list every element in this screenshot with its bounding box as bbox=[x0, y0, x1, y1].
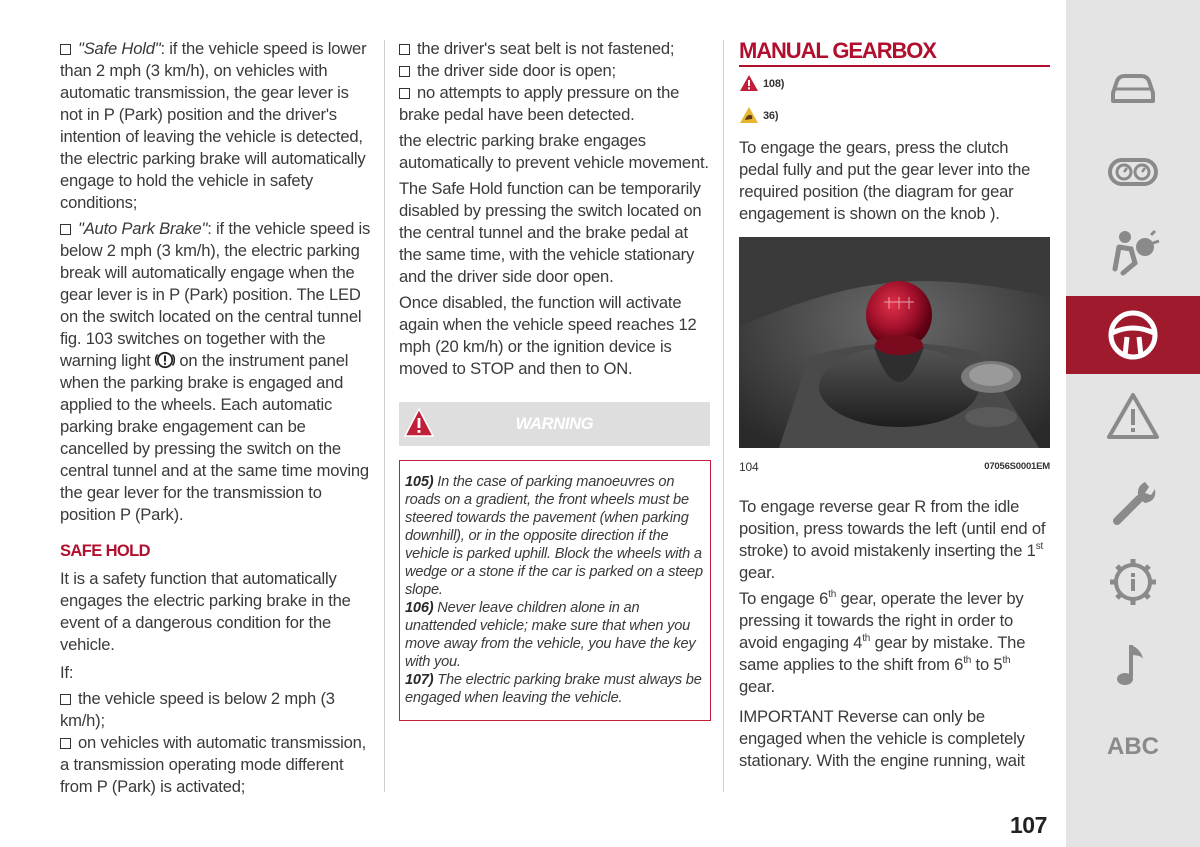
sixth-gear-paragraph: To engage 6th gear, operate the lever by pressing it towards the right in order to avoid engaging 4th gear by mistake. The same applies to the shift from 6th to 5th gear. bbox=[739, 589, 1026, 696]
column-3 bbox=[739, 38, 1050, 776]
checkbox-icon bbox=[60, 44, 71, 55]
warning-label: WARNING bbox=[515, 415, 594, 433]
figure-code: 07056S0001EM bbox=[984, 461, 1050, 472]
heading-rule bbox=[739, 65, 1050, 67]
info-gear-icon[interactable] bbox=[1066, 543, 1200, 621]
figure-number: 104 bbox=[739, 460, 759, 474]
safe-hold-heading: SAFE HOLD bbox=[60, 542, 150, 560]
index-abc-tab[interactable]: ABC bbox=[1107, 733, 1159, 760]
warning-ref-108: 108) bbox=[739, 73, 1050, 93]
caution-ref-36: 36) bbox=[739, 105, 1050, 125]
yellow-caution-icon bbox=[739, 106, 759, 124]
gear-knob-image bbox=[739, 237, 1050, 448]
condition-brake-pedal: no attempts to apply pressure on the brake pedal have been detected. bbox=[399, 83, 680, 124]
checkbox-icon bbox=[60, 694, 71, 705]
bullet-auto-park-brake: "Auto Park Brake": if the vehicle speed is below 2 mph (3 km/h), the electric parking break will automatically engage when the gear lever is in P (Park) position. The LED on the switch located on the central tunnel fig. 103 switches on together with the warning light on the instrument panel when the parking brake is engaged and applied to the wheels. Each automatic parking brake engagement can be cancelled by pressing the switch on the central tunnel and at the same time moving the gear lever for the transmission to position P (Park). bbox=[60, 219, 371, 524]
airbag-icon[interactable] bbox=[1066, 214, 1200, 292]
condition-door: the driver side door is open; bbox=[399, 60, 711, 82]
dashboard-icon[interactable] bbox=[1066, 133, 1200, 211]
condition-transmission: on vehicles with automatic transmission, a transmission operating mode different from P (Park) is activated; bbox=[60, 733, 367, 796]
condition-seat-belt: the driver's seat belt is not fastened; bbox=[399, 38, 711, 60]
condition-speed: the vehicle speed is below 2 mph (3 km/h); bbox=[60, 689, 335, 730]
warning-banner bbox=[399, 402, 710, 446]
checkbox-icon bbox=[399, 88, 410, 99]
engage-gears-paragraph: To engage the gears, press the clutch pedal fully and put the gear lever into the required position (the diagram for gear engagement is shown on the knob ). bbox=[739, 138, 1031, 223]
warning-icon[interactable] bbox=[1066, 378, 1200, 456]
checkbox-icon bbox=[60, 224, 71, 235]
column-2 bbox=[399, 38, 711, 721]
checkbox-icon bbox=[60, 738, 71, 749]
warning-107: 107) The electric parking brake must always be engaged when leaving the vehicle. bbox=[405, 672, 702, 706]
music-note-icon[interactable] bbox=[1066, 626, 1200, 704]
warning-box bbox=[399, 460, 711, 721]
manual-gearbox-heading: MANUAL GEARBOX bbox=[739, 38, 936, 63]
car-icon[interactable] bbox=[1066, 48, 1200, 126]
safe-hold-paragraph: It is a safety function that automatically engages the electric parking brake in the event of a dangerous condition for the vehicle. bbox=[60, 569, 351, 654]
parking-brake-warning-icon bbox=[155, 350, 175, 370]
wrench-icon[interactable] bbox=[1066, 462, 1200, 540]
if-label: If: bbox=[60, 663, 74, 682]
figure-caption bbox=[739, 456, 1050, 478]
warning-105: 105) In the case of parking manoeuvres on roads on a gradient, the front wheels must be steered towards the pavement (when parking downhill), or in the opposite direction if the vehicle is parked uphill. Block the wheels with a wedge or a stone if the car is parked on a steep slope. bbox=[405, 474, 703, 598]
warning-106: 106) Never leave children alone in an unattended vehicle; make sure that when you move away from the vehicle, you have the key with you. bbox=[405, 600, 696, 670]
gear-lever-photo bbox=[739, 237, 1050, 448]
steering-wheel-icon[interactable] bbox=[1066, 296, 1200, 374]
column-divider-1 bbox=[384, 40, 385, 792]
column-1 bbox=[60, 38, 372, 798]
checkbox-icon bbox=[399, 44, 410, 55]
reverse-gear-paragraph: To engage reverse gear R from the idle position, press towards the left (until end of stroke) to avoid mistakenly inserting the 1st gear. bbox=[739, 497, 1046, 582]
brake-engages-paragraph: the electric parking brake engages automatically to prevent vehicle movement. bbox=[399, 131, 709, 172]
checkbox-icon bbox=[399, 66, 410, 77]
important-paragraph: IMPORTANT Reverse can only be engaged when the vehicle is completely stationary. With the engine running, wait bbox=[739, 707, 1025, 770]
column-divider-2 bbox=[723, 40, 724, 792]
page-number: 107 bbox=[1010, 812, 1047, 838]
red-warning-icon bbox=[739, 74, 759, 92]
reactivate-paragraph: Once disabled, the function will activate again when the vehicle speed reaches 12 mph (20 km/h) or the ignition device is moved to STOP and then to ON. bbox=[399, 293, 697, 378]
disable-paragraph: The Safe Hold function can be temporarily disabled by pressing the switch located on the central tunnel and the brake pedal at the same time, with the vehicle stationary and the driver side door open. bbox=[399, 179, 702, 286]
bullet-safe-hold: "Safe Hold": if the vehicle speed is lower than 2 mph (3 km/h), on vehicles with automatic transmission, the gear lever is not in P (Park) position and the driver's intention of leaving the vehicle is detected, the electric parking brake will automatically engage to hold the vehicle in safety conditions; bbox=[60, 39, 367, 212]
